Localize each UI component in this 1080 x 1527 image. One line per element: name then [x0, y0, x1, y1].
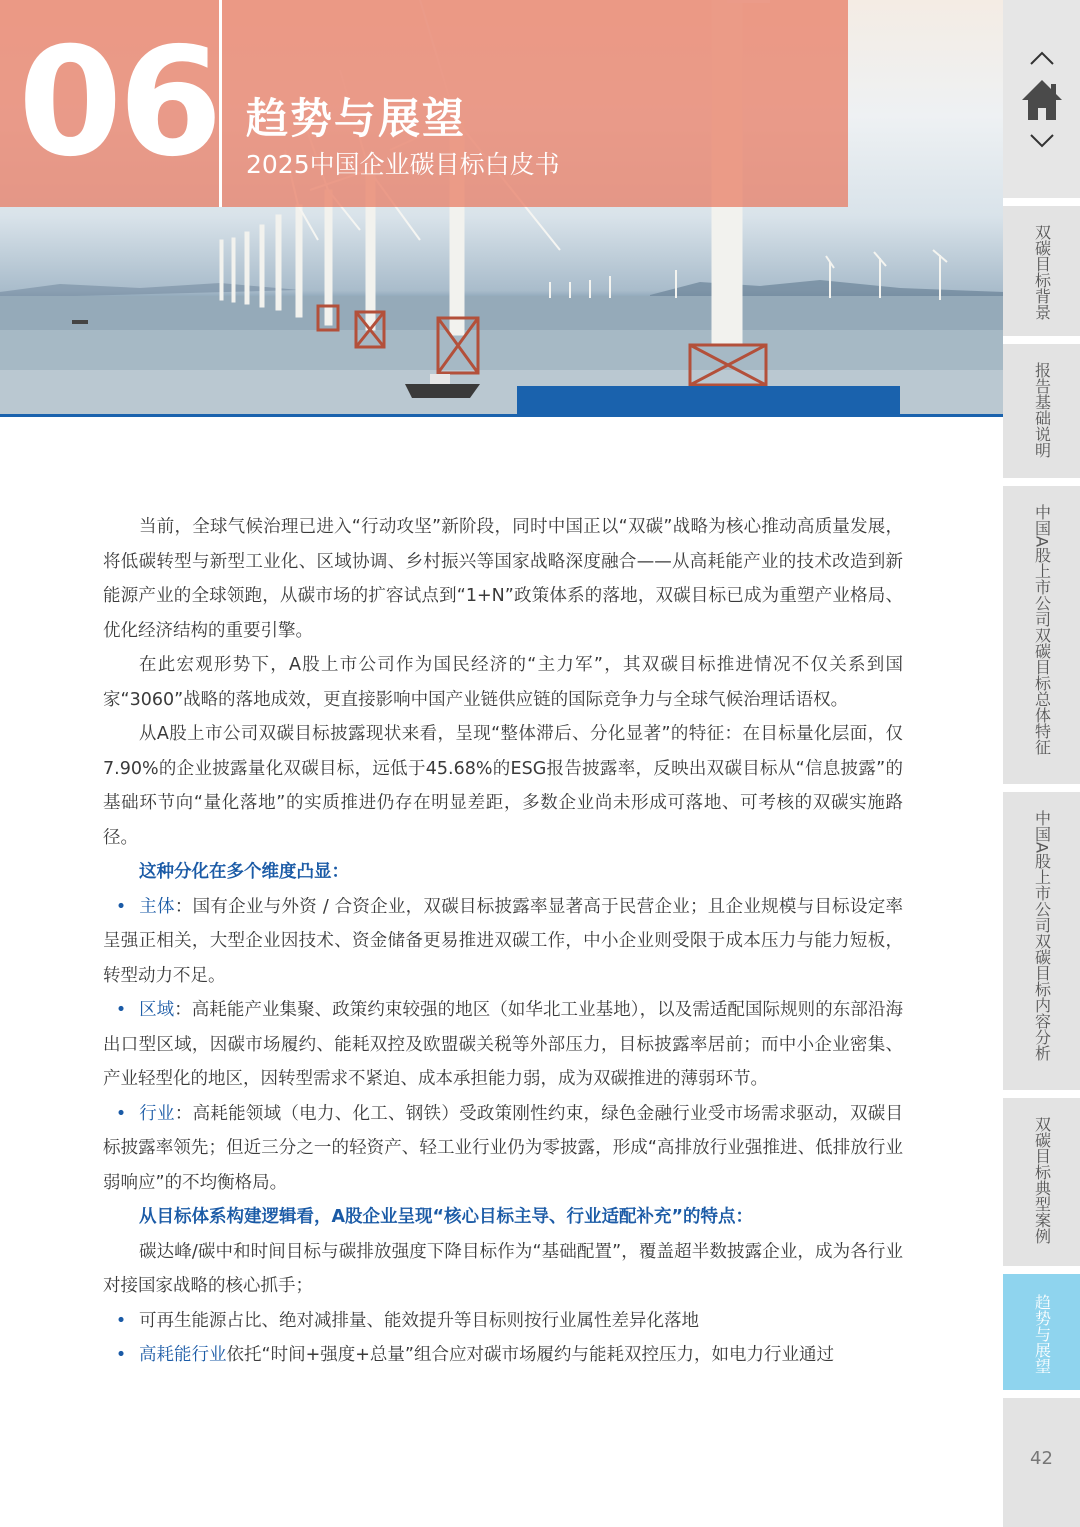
chapter-navigation [1003, 0, 1080, 1527]
bullet-dot: • [115, 896, 127, 917]
paragraph: 碳达峰/碳中和时间目标与碳排放强度下降目标作为“基础配置”，覆盖超半数披露企业，成为各行业对接国家战略的核心抓手； [103, 1241, 903, 1296]
page-number: 42 [1030, 1448, 1053, 1469]
chapter-number: 06 [18, 16, 219, 190]
section-heading: 这种分化在多个维度凸显： [139, 862, 349, 882]
bullet-text: 可再生能源占比、绝对减排量、能效提升等目标则按行业属性差异化落地 [139, 1310, 699, 1331]
bullet-item [103, 1304, 903, 1339]
tab-label: 趋势与展望 [1032, 1294, 1052, 1374]
divider-line [0, 414, 1003, 417]
paragraph: 当前，全球气候治理已进入“行动攻坚”新阶段，同时中国正以“双碳”战略为核心推动高质量发展，将低碳转型与新型工业化、区域协调、乡村振兴等国家战略深度融合——从高耗能产业的技术改造到新能源产业的全球领跑，从碳市场的扩容试点到“1+N”政策体系的落地，双碳目标已成为重塑产业格局、优化经济结构的重要引擎。 [103, 517, 903, 641]
tab-label: 中国A股上市公司双碳目标总体特征 [1032, 504, 1052, 755]
accent-bar [517, 386, 900, 415]
paragraph: 在此宏观形势下，A股上市公司作为国民经济的“主力军”，其双碳目标推进情况不仅关系到国家“3060”战略的落地成效，更直接影响中国产业链供应链的国际竞争力与全球气候治理话语权。 [103, 655, 903, 710]
chapter-title: 趋势与展望 [246, 94, 467, 143]
bullet-dot: • [115, 1103, 127, 1124]
bullet-item [103, 890, 903, 994]
bullet-text: 依托“时间+强度+总量”组合应对碳市场履约与能耗双控压力，如电力行业通过 [226, 1345, 834, 1365]
bullet-text: ：高耗能领域（电力、化工、钢铁）受政策刚性约束，绿色金融行业受市场需求驱动，双碳目标披露率领先；但近三分之一的轻资产、轻工业行业仍为零披露，形成“高排放行业强推进、低排放行业弱响应”的不均衡格局。 [103, 1103, 904, 1193]
hero-banner [0, 0, 1003, 415]
bullet-item [103, 1097, 903, 1201]
page-number-box [1003, 1398, 1080, 1527]
bullet-dot: • [115, 1310, 127, 1331]
chevron-down-icon[interactable] [1029, 133, 1055, 149]
bullet-dot: • [115, 1345, 127, 1365]
nav-controls [1003, 0, 1080, 198]
tab-content-analysis[interactable] [1003, 792, 1080, 1090]
bullet-dot: • [115, 1000, 127, 1020]
bullet-text: ：国有企业与外资 / 合资企业，双碳目标披露率显著高于民营企业；且企业规模与目标设定率呈强正相关，大型企业因技术、资金储备更易推进双碳工作，中小企业则受限于成本压力与能力短板，转型动力不足。 [103, 896, 903, 986]
tab-label: 中国A股上市公司双碳目标内容分析 [1032, 810, 1052, 1061]
tab-label: 双碳目标背景 [1032, 224, 1052, 320]
main-text [103, 510, 903, 1373]
tab-label: 双碳目标典型案例 [1032, 1116, 1052, 1244]
chapter-subtitle: 2025中国企业碳目标白皮书 [246, 150, 560, 179]
bullet-keyword: 区域 [139, 1000, 175, 1020]
chevron-up-icon[interactable] [1029, 50, 1055, 66]
bullet-text: ：高耗能产业集聚、政策约束较强的地区（如华北工业基地），以及需适配国际规则的东部沿海出口型区域，因碳市场履约、能耗双控及欧盟碳关税等外部压力，目标披露率居前；而中小企业密集、产业轻型化的地区，因转型需求不紧迫、成本承担能力弱，成为双碳推进的薄弱环节。 [103, 1000, 903, 1089]
home-icon[interactable] [1021, 78, 1063, 122]
title-divider [219, 0, 222, 207]
bullet-keyword: 行业 [139, 1103, 175, 1124]
tab-basics[interactable] [1003, 344, 1080, 478]
bullet-item [103, 993, 903, 1097]
bullet-keyword: 高耗能行业 [139, 1345, 227, 1365]
tab-label: 报告基础说明 [1032, 362, 1052, 458]
tab-background[interactable] [1003, 206, 1080, 336]
bullet-keyword: 主体 [139, 896, 175, 917]
bullet-item [103, 1338, 903, 1373]
tab-trends-outlook[interactable] [1003, 1274, 1080, 1390]
section-heading: 从目标体系构建逻辑看，A股企业呈现“核心目标主导、行业适配补充”的特点： [139, 1207, 754, 1227]
tab-overall-features[interactable] [1003, 486, 1080, 784]
tab-typical-cases[interactable] [1003, 1098, 1080, 1266]
paragraph: 从A股上市公司双碳目标披露现状来看，呈现“整体滞后、分化显著”的特征：在目标量化层面，仅7.90%的企业披露量化双碳目标，远低于45.68%的ESG报告披露率，反映出双碳目标从“信息披露”的基础环节向“量化落地”的实质推进仍存在明显差距，多数企业尚未形成可落地、可考核的双碳实施路径。 [103, 724, 903, 848]
